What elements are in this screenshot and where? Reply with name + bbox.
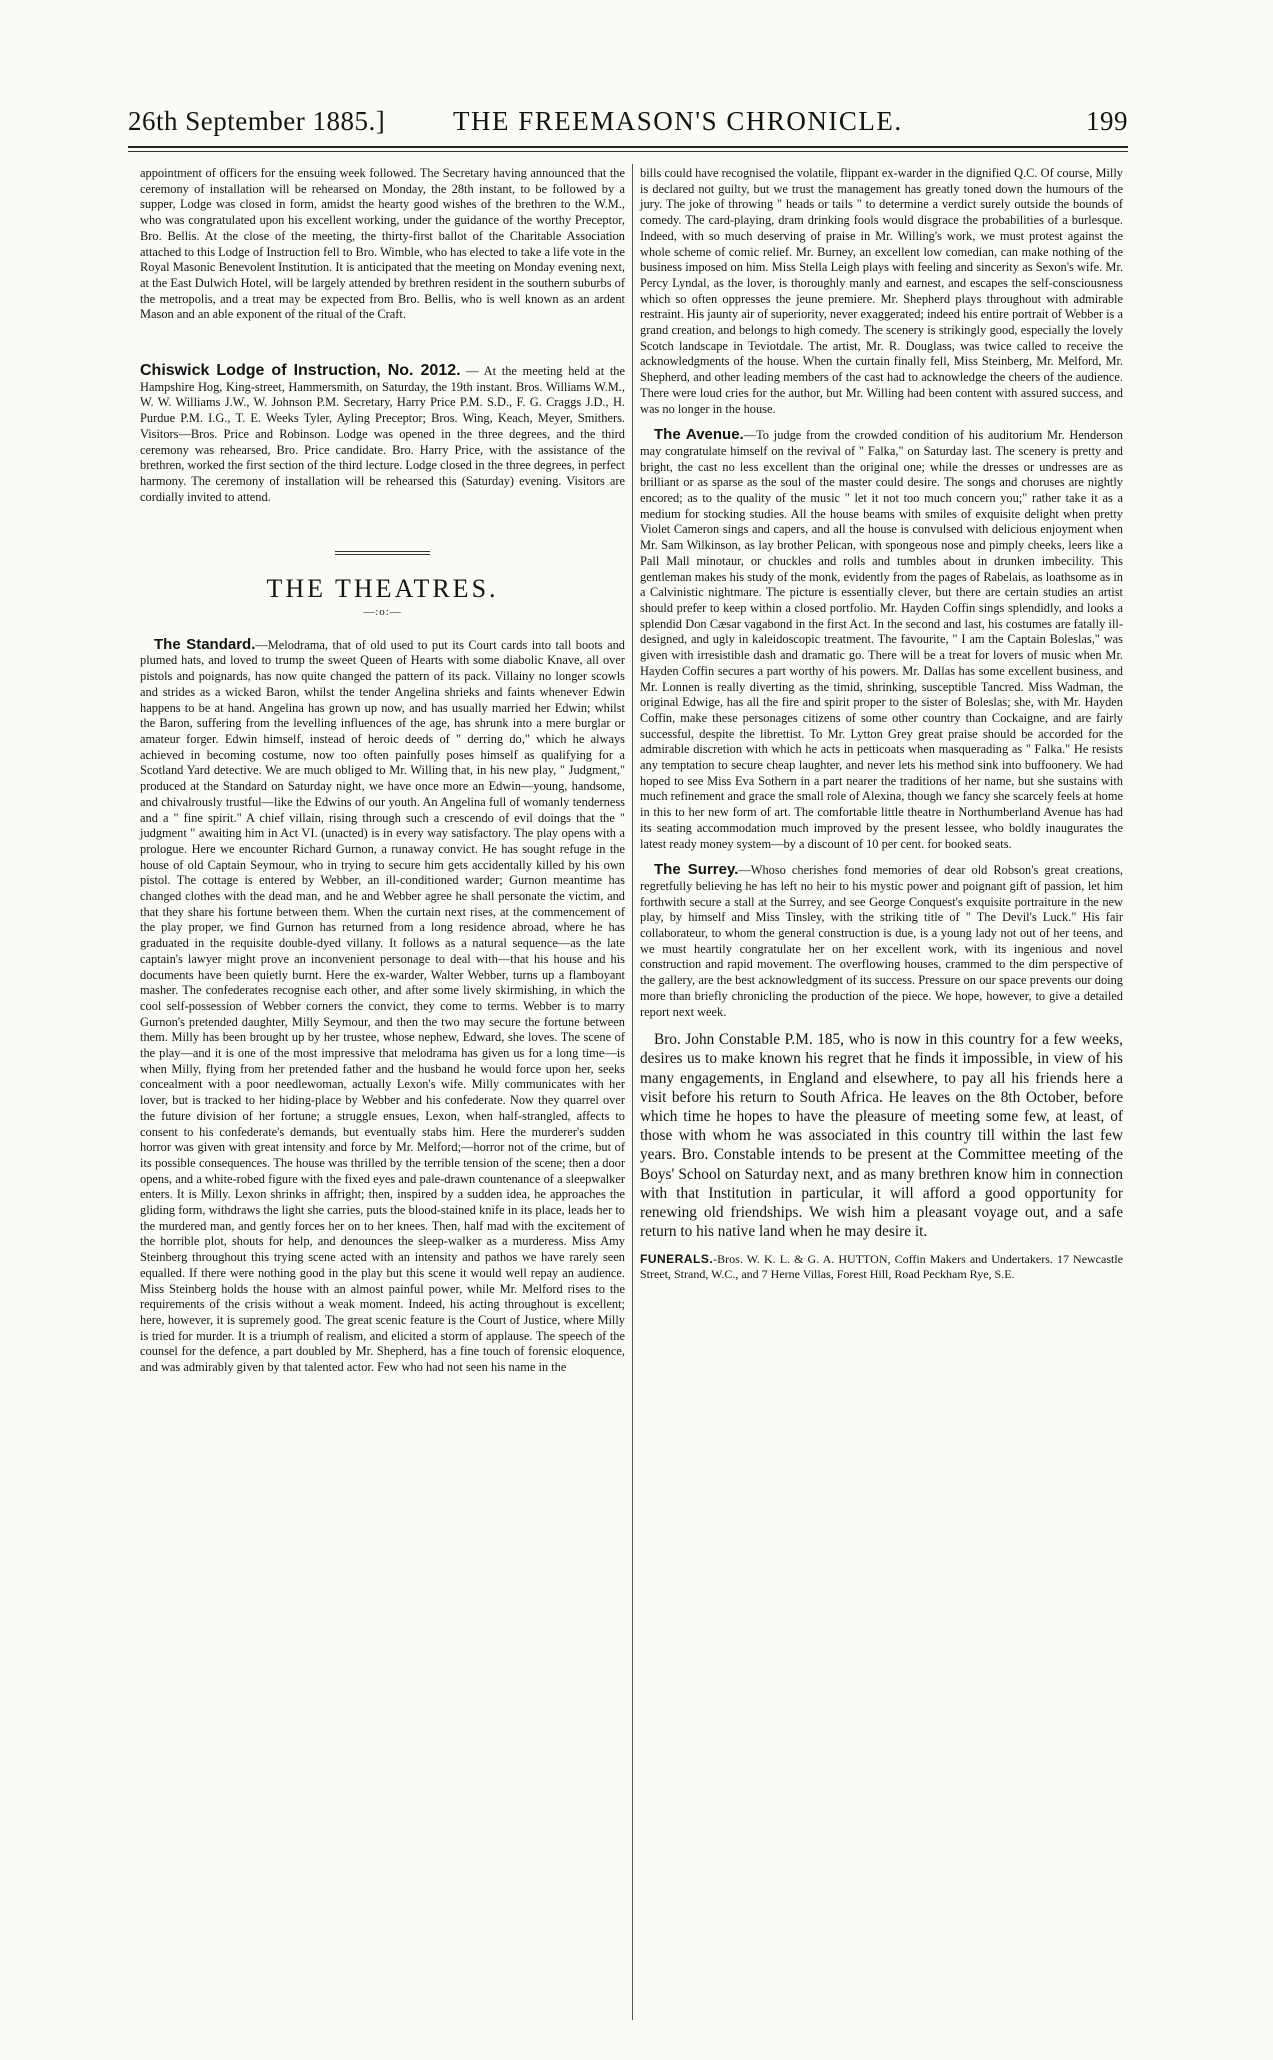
standard-text: —Melodrama, that of old used to put its Court cards into tall boots and plumed hats, and loved to trump the sweet Queen of Hearts with some diabolic Knave, all over pistols and poignards, has now quite changed the pattern of its pack. Villainy no longer scowls and strides as a wicked Baron, whilst the tender Angelina shrieks and faints whenever Edwin happens to be at hand. Angelina has grown up now, and has usually married her Edwin; whilst the Baron, suffering from the levelling influences of the age, has shrunk into a mere burglar or amateur forger. Edwin himself, instead of heroic deeds of " derring do," which he always achieved in becoming costume, now too often painfully poses himself as qualifying for a Scotland Yard detective. We are much obliged to Mr. Willing that, in his new play, " Judgment," produced at the Standard on Saturday night, we have once more an Edwin—young, handsome, and chivalrously trustful—like the Edwins of our youth. An Angelina full of womanly tenderness and a " fine spirit." A chief villain, rising through such a crescendo of evil doings that the " judgment " awaiting him in Act VI. (unacted) is in every way satisfactory. The play opens with a prologue. Here we encounter Richard Gurnon, a runaway convict. He has sought refuge in the house of old Captain Seymour, who in trying to secure him gets accidentally killed by his own pistol. The cottage is entered by Webber, an ill-conditioned warder; Gurnon meantime has changed clothes with the dead man, and he and Webber agree he shall personate the victim, and that they share his fortune between them. When the curtain next rises, at the commencement of the play proper, we find Gurnon has returned from a long residence abroad, where he has graduated in the requisite double-dyed villany. It follows as a natural sequence—as the late captain's lawyer might prove an inconvenient personage to deal with—that his house and his documents have been quietly burnt. Here the ex-warder, Walter Webber, turns up a flamboyant masher. The confederates recognise each other, and after some lively skirmishing, in which the cool self-possession of Webber corners the convict, they come to terms. Webber is to marry Gurnon's pretended daughter, Milly Seymour, and then the two may secure the fortune between them. Milly has been brought up by her trustee, whose nephew, Edward, she loves. The scene of the play—and it is one of the most impressive that melodrama has given us for a long time—is when Milly, flying from her pretended father and the husband he would force upon her, seeks concealment with a poor needlewoman, actually Lexon's wife. Milly communicates with her lover, but is tracked to her hiding-place by Webber and his confederate. Now they quarrel over the future division of her fortune; a struggle ensues, Lexon, when half-strangled, affects to consent to his confederate's demands, but eventually stabs him. Here the murderer's sudden horror was given with great intensity and force by Mr. Melford;—horror not of the crime, but of its possible consequences. The house was thrilled by the terrible tension of the scene; then a door opens, and a white-robed figure with the fixed eyes and pale-drawn countenance of a sleepwalker enters. It is Milly. Lexon shrinks in affright; then, inspired by a sudden idea, he approaches the gliding form, withdraws the light she carries, puts the blood-stained knife in its place, leads her to the murdered man, and gently forces her on to her knees. Then, half mad with the excitement of the horrible plot, shouts for help, and denounces the sleep-walker as a murderess. Miss Amy Steinberg throughout this trying scene acted with an intensity and pathos we have rarely seen equalled. If there were nothing good in the play but this scene it would well repay an audience. Miss Steinberg holds the house with an almost painful power, while Mr. Melford rises to the requirements of the crisis without a weak moment. Indeed, his acting throughout is excellent; here, however, it is supremely good. The great scenic feature is the Court of Justice, where Milly is tried for murder. It is a triumph of realism, and elicited a storm of applause. The speech of the counsel for the defence, a part doubled by Mr. Shepherd, has a fine touch of forensic eloquence, and was admirably given by that talented actor. Few who had not seen his name in the [140, 637, 625, 1375]
header-title: THE FREEMASON'S CHRONICLE. [453, 106, 903, 136]
section-rule [335, 551, 430, 552]
surrey-title: The Surrey. [654, 861, 739, 879]
left-column [140, 166, 625, 1386]
chiswick-lodge-article [140, 363, 625, 505]
section-rule [335, 554, 430, 555]
avenue-title: The Avenue. [654, 426, 744, 444]
chiswick-lodge-text: — At the meeting held at the Hampshire Hog, King-street, Hammersmith, on Saturday, the 19th instant. Bros. Williams W.M., W. W. Williams J.W., W. Johnson P.M. Secretary, Harry Price P.M. S.D., F. G. Craggs J.D., H. Purdue P.M. I.G., T. E. Weeks Tyler, Ayling Preceptor; Bros. Wing, Keach, Meyer, Smithers. Visitors—Bros. Price and Robinson. Lodge was opened in the three degrees, and the third ceremony was rehearsed, Bro. Price candidate. Bro. Harry Price, with the assistance of the brethren, worked the first section of the third lecture. Lodge closed in the three degrees, in perfect harmony. The ceremony of installation will be rehearsed this (Saturday) evening. Visitors are cordially invited to attend. [140, 364, 625, 504]
surrey-text: —Whoso cherishes fond memories of dear old Robson's great creations, regretfully believing he has left no heir to his mystic power and poignant gift of passion, let him forthwith secure a stall at the Surrey, and see George Conquest's exquisite portraiture in the new play, by himself and Miss Tinsley, with the striking title of " The Devil's Luck." His fair collaborateur, to whom the general construction is due, is a young lady not out of her teens, and we must heartily congratulate her on her excellent work, with its ingenious and novel construction and rapid movement. The overflowing houses, crammed to the dim perspective of the gallery, are the best acknowledgment of its success. Pressure on our space prevents our doing more than briefly chronicling the production of the piece. We hope, however, to give a detailed report next week. [640, 863, 1123, 1019]
theatres-ornament: —:o:— [363, 606, 402, 619]
chiswick-lodge-title: Chiswick Lodge of Instruction, No. 2012. [140, 362, 461, 380]
avenue-text: —To judge from the crowded condition of his auditorium Mr. Henderson may congratulate himself on the revival of " Falka," on Saturday last. The scenery is pretty and bright, the cast no less excellent than the original one; while the dresses or undresses are as brilliant or as sparse as the soul of the master could desire. The songs and choruses are nightly encored; as to the quality of the music " let it not too much concern you;" rather take it as a medium for stocking studies. All the house beams with smiles of exquisite delight when pretty Violet Cameron sings and capers, and all the house is convulsed with delicious enjoyment when Mr. Sam Wilkinson, as lay brother Pelican, with spongeous nose and pimply cheeks, leers like a Pall Mall minotaur, or chuckles and rolls and tumbles about in drunken imbecility. This gentleman makes his study of the monk, evidently from the pages of Rabelais, as loathsome as in a Calvinistic nightmare. The picture is essentially clever, but there are certain studies an artist should prefer to keep within a closed portfolio. Mr. Hayden Coffin sings splendidly, and looks a splendid Don Cæsar vagabond in the first Act. In the second and last, his costumes are fatally ill-designed, and ugly in kaleidoscopic treatment. The favourite, " I am the Captain Boleslas," was given with irresistible dash and dramatic go. There will be a treat for lovers of music when Mr. Hayden Coffin secures a part worthy of his powers. Mr. Dallas has some excellent business, and Mr. Lonnen is really diverting as the timid, shrinking, susceptible Tancred. Miss Wadman, the original Edwige, has all the fire and spirit proper to the sister of Boleslas; she, with Mr. Hayden Coffin, make these personages citizens of some other country than Cockaigne, and are fairly successful, despite the librettist. To Mr. Lytton Grey great praise should be accorded for the admirable discretion with which he acts in petticoats when masquerading as " Falka." He resists any temptation to secure cheap laughter, and never lets his method sink into buffoonery. We had hoped to see Miss Eva Sothern in a part nearer the traditions of her name, but she sustains with much refinement and grace the small role of Alexina, though we fancy she scarcely feels at home in this to her new form of art. The comfortable little theatre in Northumberland Avenue has had its seating accommodation much improved by the present lessee, who boldly inaugurates the latest ready money system—by a discount of 10 per cent. for booked seats. [640, 428, 1123, 851]
header-date: 26th September 1885.] [128, 106, 386, 136]
standard-review-continued: bills could have recognised the volatile, flippant ex-warder in the dignified Q.C. Of course, Milly is declared not guilty, but we trust the management has greatly toned down the humours of the jury. The joke of throwing " heads or tails " to determine a verdict surely outside the bounds of comedy. The card-playing, dram drinking fools would disgrace the probabilities of a burlesque. Indeed, with so much deserving of praise in Mr. Willing's work, we must protest against the whole scheme of comic relief. Mr. Burney, an excellent low comedian, can make nothing of the business imposed on him. Miss Stella Leigh plays with feeling and sincerity as Sexon's wife. Mr. Percy Lyndal, as the lover, is thoroughly manly and earnest, and escapes the self-consciousness which so often oppresses the jeune premiere. Mr. Shepherd plays throughout with admirable restraint. His jaunty air of superiority, never exaggerated; indeed his entire portrait of Webber is a grand creation, and belongs to high comedy. The scenery is strikingly good, especially the lovely Scotch landscape in Teviotdale. The artist, Mr. R. Douglass, was twice called to receive the acknowledgments of the house. When the curtain finally fell, Miss Steinberg, Mr. Melford, Mr. Shepherd, and other leading members of the cast had to acknowledge the cheers of the audience. There were loud cries for the author, but Mr. Willing had been content with assured success, and was no longer in the house. [640, 166, 1123, 416]
header-rule-thin [128, 151, 1128, 152]
right-column [640, 166, 1123, 1292]
avenue-review [640, 427, 1123, 852]
constable-notice: Bro. John Constable P.M. 185, who is now in this country for a few weeks, desires us to make known his regret that he finds it impossible, in view of his many engagements, in England and elsewhere, to pay all his friends here a visit before his return to South Africa. He leaves on the 8th October, before which time he hopes to have the pleasure of meeting some few, at least, of those with whom he was associated in this country till within the last few years. Bro. Constable intends to be present at the Committee meeting of the Boys' School on Saturday next, and as many brethren know him in connection with that Institution in particular, it will afford a good opportunity for renewing old friendships. We wish him a pleasant voyage out, and a safe return to his native land when he may desire it. [640, 1031, 1123, 1241]
standard-title: The Standard. [154, 635, 256, 653]
funerals-advert [640, 1252, 1123, 1282]
page-number: 199 [1086, 106, 1128, 136]
intro-paragraph: appointment of officers for the ensuing week followed. The Secretary having announced that the ceremony of installation will be rehearsed on Monday, the 28th instant, to be followed by a supper, Lodge was closed in form, amidst the hearty good wishes of the brethren to the W.M., who was congratulated upon his excellent working, under the guidance of the worthy Preceptor, Bro. Bellis. At the close of the meeting, the thirty-first ballot of the Charitable Association attached to this Lodge of Instruction fell to Bro. Wimble, who has elected to take a life vote in the Royal Masonic Benevolent Institution. It is anticipated that the meeting on Monday evening next, at the East Dulwich Hotel, will be largely attended by brethren resident in the southern suburbs of the metropolis, and a treat may be expected from Bro. Bellis, who is well known as an ardent Mason and an able exponent of the ritual of the Craft. [140, 166, 625, 322]
surrey-review [640, 862, 1123, 1020]
standard-review [140, 637, 625, 1376]
funerals-text: -Bros. W. K. L. & G. A. HUTTON, Coffin Makers and Undertakers. 17 Newcastle Street, Strand, W.C., and 7 Herne Villas, Forest Hill, Road Peckham Rye, S.E. [640, 1251, 1123, 1281]
header-rule-thick [128, 146, 1128, 148]
theatres-heading: THE THEATRES. [266, 574, 499, 604]
page-header [128, 104, 1128, 144]
column-divider [632, 164, 633, 2020]
funerals-lead: FUNERALS. [640, 1251, 714, 1266]
